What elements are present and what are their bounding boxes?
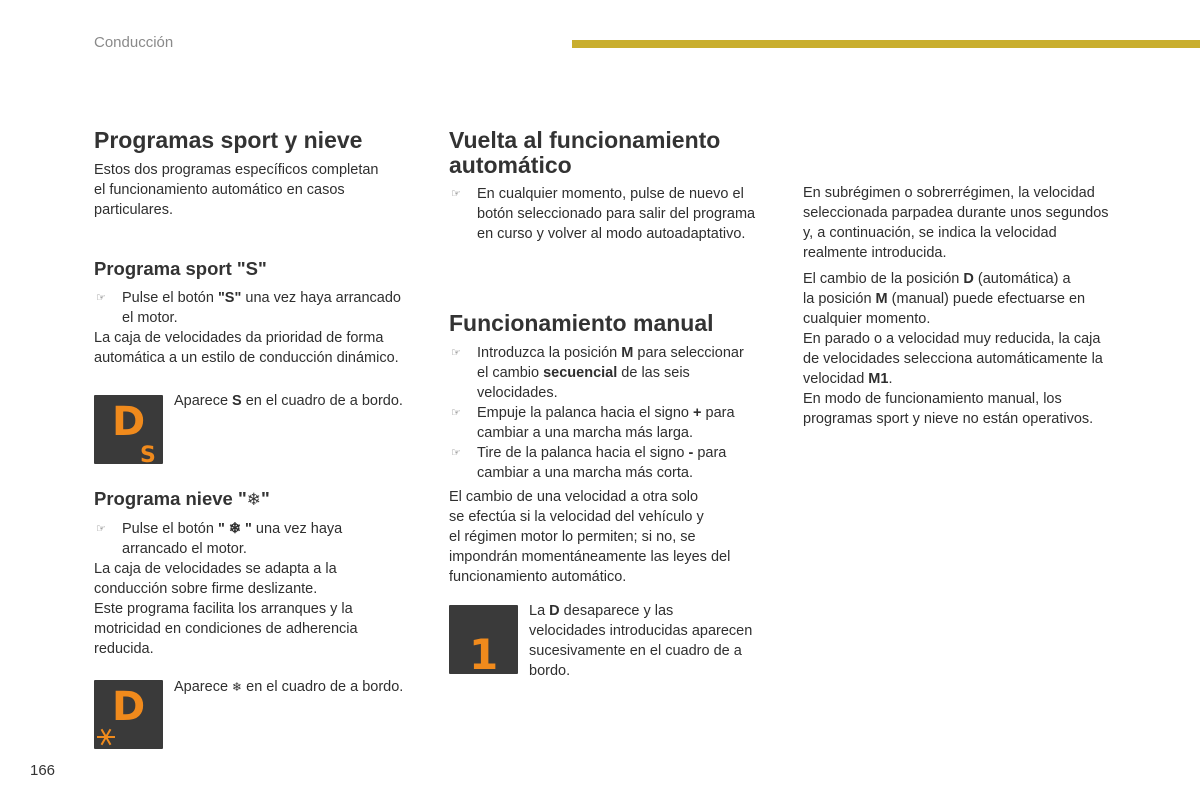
text-line: motricidad en condiciones de adherencia — [94, 621, 358, 637]
dashboard-display-gear-1 — [449, 605, 518, 674]
section-label: Conducción — [94, 34, 174, 51]
text-line: La caja de velocidades se adapta a la — [94, 561, 337, 577]
text-line: particulares. — [94, 202, 173, 218]
snowflake-icon: ❄ — [232, 680, 243, 694]
text-line: sucesivamente en el cuadro de a — [529, 643, 742, 659]
snowflake-icon: ❄ — [246, 490, 261, 510]
text-line: Tire de la palanca hacia el signo - para — [477, 445, 727, 461]
text-line: cambiar a una marcha más corta. — [477, 465, 693, 481]
text-line: En modo de funcionamiento manual, los — [803, 391, 1062, 407]
text-line: El cambio de la posición D (automática) a — [803, 271, 1071, 287]
text-line: Introduzca la posición M para seleccionar — [477, 345, 744, 361]
text-line: velocidad M1. — [803, 371, 893, 387]
display-gear-glyph: 1 — [469, 630, 499, 674]
text-line: seleccionada parpadea durante unos segundos — [803, 205, 1109, 221]
header-accent-bar — [572, 40, 1200, 48]
text-line: automática a un estilo de conducción dinámico. — [94, 350, 399, 366]
text-line: el régimen motor lo permiten; si no, se — [449, 529, 696, 545]
pointing-hand-icon: ☞ — [451, 347, 461, 359]
pointing-hand-icon: ☞ — [96, 292, 106, 304]
snow-section — [94, 488, 434, 659]
title-sport-snow: Programas sport y nieve — [94, 127, 363, 153]
bullet-item — [94, 519, 434, 559]
text-line: reducida. — [94, 641, 154, 657]
bullet-item — [449, 184, 784, 244]
dashboard-display-d-snow — [94, 680, 163, 749]
display-mode-glyph: S — [140, 443, 156, 464]
text-line: cualquier momento. — [803, 311, 931, 327]
title-manual-mode: Funcionamiento manual — [449, 310, 714, 336]
pointing-hand-icon: ☞ — [451, 407, 461, 419]
text-line: funcionamiento automático. — [449, 569, 627, 585]
pointing-hand-icon: ☞ — [451, 188, 461, 200]
text-line: conducción sobre firme deslizante. — [94, 581, 318, 597]
pointing-hand-icon: ☞ — [96, 523, 106, 535]
text-line: En cualquier momento, pulse de nuevo el — [477, 186, 744, 202]
text-line: el funcionamiento automático en casos — [94, 182, 345, 198]
text-line: velocidades introducidas aparecen — [529, 623, 753, 639]
bullet-item — [449, 443, 789, 483]
text-line: velocidades. — [477, 385, 558, 401]
text-line: la posición M (manual) puede efectuarse en — [803, 291, 1086, 307]
column-3 — [803, 183, 1148, 429]
pointing-hand-icon: ☞ — [451, 447, 461, 459]
dashboard-display-d-s — [94, 395, 163, 464]
text-line: Pulse el botón "S" una vez haya arrancado — [122, 290, 401, 306]
text-line: programas sport y nieve no están operativos. — [803, 411, 1094, 427]
text-line: La D desaparece y las — [529, 603, 674, 619]
text-line: En subrégimen o sobrerrégimen, la velocidad — [803, 185, 1095, 201]
text-line: en curso y volver al modo autoadaptativo. — [477, 226, 746, 242]
display-gear-glyph: D — [112, 684, 146, 730]
text-line: se efectúa si la velocidad del vehículo y — [449, 509, 704, 525]
figure-caption — [529, 601, 779, 681]
bullet-item — [94, 288, 434, 328]
column-1 — [94, 128, 429, 220]
text-line: En parado o a velocidad muy reducida, la caja — [803, 331, 1101, 347]
bullet-item — [449, 403, 789, 443]
text-line: La caja de velocidades da prioridad de forma — [94, 330, 384, 346]
manual-section — [449, 311, 789, 587]
text-line: arrancado el motor. — [122, 541, 247, 557]
text-line: bordo. — [529, 663, 571, 679]
text-line: Empuje la palanca hacia el signo + para — [477, 405, 735, 421]
snowflake-icon — [97, 729, 115, 745]
text-line: Estos dos programas específicos completan — [94, 162, 379, 178]
paragraph — [803, 269, 1148, 429]
text-line: el cambio secuencial de las seis — [477, 365, 690, 381]
manual-note — [449, 487, 789, 587]
title-snow-program: Programa nieve "❄" — [94, 488, 270, 510]
text-line: y, a continuación, se indica la velocidad — [803, 225, 1057, 241]
title-return-automatic: Vuelta al funcionamiento automático — [449, 127, 721, 178]
text-line: El cambio de una velocidad a otra solo — [449, 489, 699, 505]
column-2 — [449, 128, 784, 244]
text-line: cambiar a una marcha más larga. — [477, 425, 693, 441]
bullet-item — [449, 343, 789, 403]
display-gear-glyph: D — [112, 399, 146, 445]
text-line: botón seleccionado para salir del programa — [477, 206, 756, 222]
title-sport-program: Programa sport "S" — [94, 258, 267, 279]
page-number: 166 — [30, 762, 56, 779]
intro-text — [94, 160, 429, 220]
sport-section — [94, 258, 434, 368]
text-line: Pulse el botón " ❄ " una vez haya — [122, 521, 343, 537]
text-line: Este programa facilita los arranques y la — [94, 601, 353, 617]
text-line: de velocidades selecciona automáticamente la — [803, 351, 1103, 367]
figure-caption: Aparece S en el cuadro de a bordo. — [174, 393, 403, 409]
figure-caption: Aparece ❄ en el cuadro de a bordo. — [174, 679, 404, 695]
text-line: realmente introducida. — [803, 245, 947, 261]
text-line: el motor. — [122, 310, 178, 326]
text-line: impondrán momentáneamente las leyes del — [449, 549, 731, 565]
